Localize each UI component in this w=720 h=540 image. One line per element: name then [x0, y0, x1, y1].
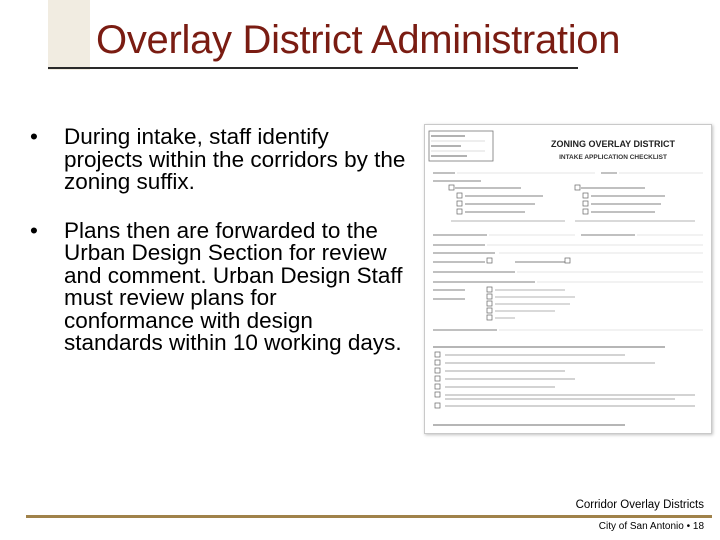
form-heading: ZONING OVERLAY DISTRICT	[550, 139, 676, 149]
slide-title: Overlay District Administration	[96, 18, 621, 62]
title-accent-block	[48, 0, 90, 70]
form-subheading: INTAKE APPLICATION CHECKLIST	[559, 154, 667, 161]
checklist-form-image	[424, 124, 712, 434]
checklist-form-drawing	[425, 125, 711, 433]
bullet-marker: •	[30, 124, 38, 149]
bullet-item	[30, 126, 410, 194]
bullet-list	[30, 126, 410, 381]
bullet-text: During intake, staff identify projects within the corridors by the zoning suffix.	[64, 124, 406, 194]
footer-rule	[26, 515, 712, 518]
bullet-marker: •	[30, 217, 38, 243]
title-underline	[48, 67, 578, 69]
footer-page-number: City of San Antonio • 18	[598, 521, 704, 532]
footer-caption: Corridor Overlay Districts	[575, 499, 704, 511]
bullet-text: Plans then are forwarded to the Urban Design Section for review and comment. Urban Design Staff must review plans for conformance with design standards within 10 working days.	[64, 217, 403, 355]
bullet-item	[30, 217, 410, 355]
